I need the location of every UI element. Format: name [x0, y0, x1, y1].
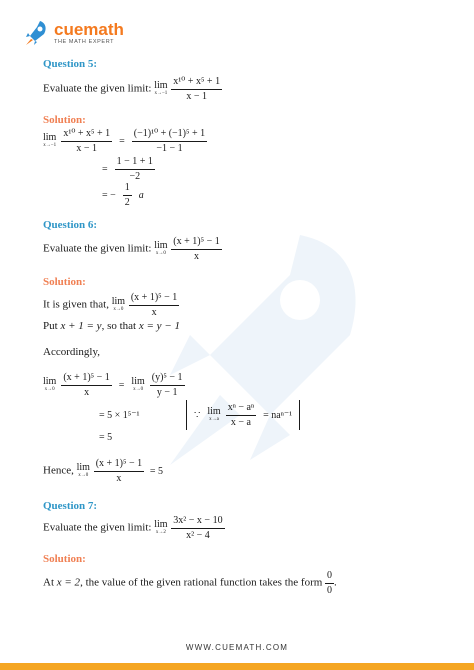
brand-logo — [24, 20, 124, 46]
solution-6-result-1: = 5 × 1⁵⁻¹ — [99, 410, 140, 421]
footer-bar — [0, 663, 474, 670]
question-5-title: Question 5: — [43, 58, 98, 70]
limit-expression: $\frac{\text{x¹⁰ + x⁵ + 1}}{x - 1}$ — [173, 76, 221, 102]
question-6-prompt: Evaluate the given limit: lim x→0 $\frac{\text{(x + 1)⁵ − 1}}{x}$ — [43, 236, 220, 262]
solution-6-accordingly: Accordingly, — [43, 346, 101, 358]
question-7-prompt: Evaluate the given limit: lim x→2 $\frac{\text{3x² − x − 10}}{\text{x² − 4}}$ — [43, 515, 223, 541]
solution-6-given: It is given that, lim x→0 $\frac{\text{(x + 1)⁵ − 1}}{x}$ — [43, 292, 178, 318]
rocket-watermark-icon — [150, 225, 370, 485]
limit-operator: lim x→−1 — [43, 132, 57, 148]
limit-rule-hint: ∵ lim x→a $\frac{\text{xⁿ − aⁿ}}{x - a}$ = naⁿ⁻¹ — [186, 400, 300, 430]
solution-6-title: Solution: — [43, 276, 86, 288]
question-7-title: Question 7: — [43, 500, 98, 512]
brand-name: cuemath — [54, 20, 124, 39]
prompt-text: Evaluate the given limit: — [43, 82, 152, 95]
solution-7-text: At x = 2, the value of the given rational function takes the form $\frac{0}{0}$ . — [43, 570, 337, 596]
solution-6-result-2: = 5 — [99, 432, 113, 443]
limit-operator: lim x→−1 — [154, 80, 168, 96]
question-5-prompt — [43, 76, 222, 102]
rocket-logo-icon — [24, 20, 48, 46]
solution-6-step-1: lim x→0 $\frac{\text{(x + 1)⁵ − 1}}{x}$ = lim x→0 $\frac{\text{(y)⁵ − 1}}{y - 1}$ — [43, 372, 183, 398]
solution-5-step-2: = $\frac{1 - 1 + 1}{-2}$ — [102, 156, 153, 182]
brand-tagline: THE MATH EXPERT — [54, 39, 115, 45]
solution-6-substitution: Put x + 1 = y, so that x = y − 1 — [43, 320, 180, 332]
solution-7-title: Solution: — [43, 553, 86, 565]
solution-6-conclusion: Hence, lim x→0 $\frac{\text{(x + 1)⁵ − 1}}{x}$ = 5 — [43, 458, 164, 484]
solution-5-step-3: = − $\frac{1}{2}$ a — [102, 182, 144, 208]
solution-5-step-1: lim x→−1 $\frac{\text{x¹⁰ + x⁵ + 1}}{x - 1}$ = $\frac{\text{(−1)¹⁰ + (−1)⁵ + 1}}{-1 - 1}$ — [43, 128, 206, 154]
footer-url: WWW.CUEMATH.COM — [185, 643, 289, 652]
solution-5-title: Solution: — [43, 114, 86, 126]
question-6-title: Question 6: — [43, 219, 98, 231]
